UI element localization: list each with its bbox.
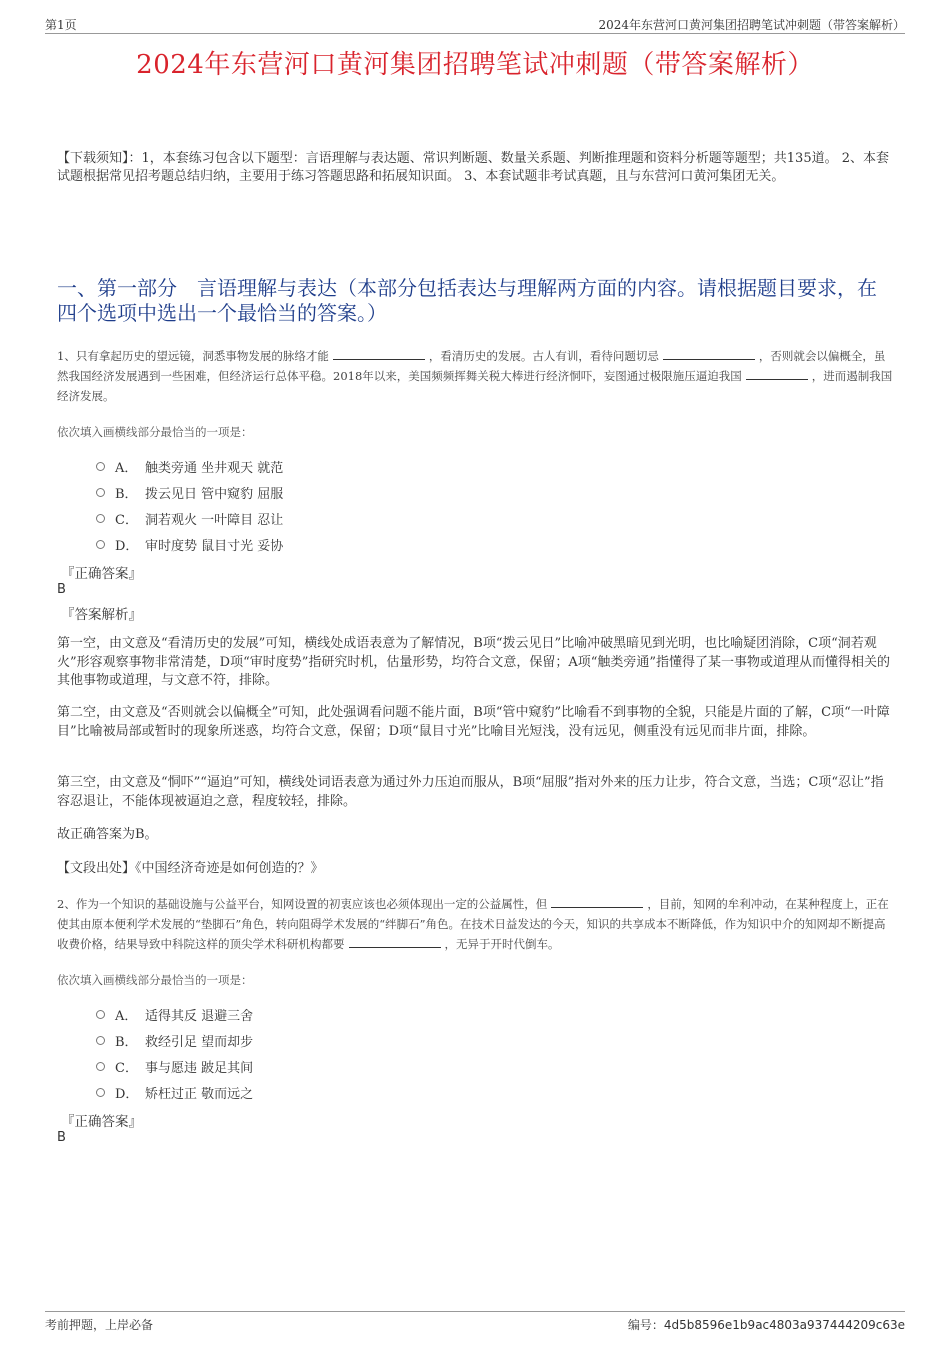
radio-icon[interactable] [96,488,105,497]
page-header [45,14,905,34]
download-notice: 【下载须知】：1，本套练习包含以下题型：言语理解与表达题、常识判断题、数量关系题、判断推理题和资料分析题等题型；共135道。 2、本套试题根据常见招考题总结归纳，主要用于练习答题思路和拓展知识面。 3、本套试题非考试真题，且与东营河口黄河集团无关。 [57,151,889,184]
question-2-options [96,1001,253,1105]
question-1-options [96,453,283,557]
answer-blank [663,348,755,360]
analysis-paragraph: 第二空，由文意及“否则就会以偏概全”可知，此处强调看问题不能片面，B项“管中窥豹”比喻看不到事物的全貌，只能是片面的了解，C项“一叶障目”比喻被局部或暂时的现象所迷惑，均符合文意，保留；D项“鼠目寸光”比喻目光短浅，没有远见，侧重没有远见而非片面，排除。 [57,705,890,739]
correct-answer-label: 『正确答案』 [61,566,142,582]
radio-icon[interactable] [96,540,105,549]
radio-icon[interactable] [96,1062,105,1071]
radio-icon[interactable] [96,1010,105,1019]
correct-answer: B [57,582,66,597]
answer-blank [746,368,808,380]
question-2-text: 2、作为一个知识的基础设施与公益平台，知网设置的初衷应该也必须体现出一定的公益属性，但 ，目前，知网的牟利冲动，在某种程度上，正在使其由原本便利学术发展的“垫脚石”角色，转向阻碍学术发展的“绊脚石”角色。在技术日益发达的今天，知识的共享成本不断降低，作为知识中介的知网却不断提高收费价格，结果导致中科院这样的顶尖学术科研机构都要 ，无异于开时代倒车。 [57,897,889,951]
document-title: 2024年东营河口黄河集团招聘笔试冲刺题（带答案解析） [136,50,814,80]
answer-blank [349,936,441,948]
footer-code: 编号：4d5b8596e1b9ac4803a937444209c63e [627,1318,905,1332]
option-a[interactable]: A． 适得其反 退避三舍 [96,1001,253,1027]
correct-answer-label: 『正确答案』 [61,1114,142,1130]
question-2-prompt: 依次填入画横线部分最恰当的一项是： [57,973,253,987]
option-b[interactable]: B． 救经引足 望而却步 [96,1027,253,1053]
radio-icon[interactable] [96,1088,105,1097]
radio-icon[interactable] [96,462,105,471]
analysis-paragraph: 第一空，由文意及“看清历史的发展”可知，横线处成语表意为了解情况，B项“拨云见日”比喻冲破黑暗见到光明，也比喻疑团消除，C项“洞若观火”形容观察事物非常清楚，D项“审时度势”指研究时机，估量形势，均符合文意，保留；A项“触类旁通”指懂得了某一事物或道理从而懂得相关的其他事物或道理，与文意不符，排除。 [57,636,891,688]
section-heading: 一、第一部分 言语理解与表达（本部分包括表达与理解两方面的内容。请根据题目要求，在四个选项中选出一个最恰当的答案。） [57,276,877,325]
option-c[interactable]: C． 事与愿违 跛足其间 [96,1053,253,1079]
analysis-label: 『答案解析』 [61,607,142,623]
radio-icon[interactable] [96,1036,105,1045]
answer-blank [551,896,643,908]
answer-blank [333,348,425,360]
analysis-paragraph: 第三空，由文意及“恫吓”“逼迫”可知，横线处词语表意为通过外力压迫而服从，B项“屈服”指对外来的压力让步，符合文意，当选；C项“忍让”指容忍退让，不能体现被逼迫之意，程度较轻，排除。 [57,775,884,809]
question-1-text: 1、只有拿起历史的望远镜，洞悉事物发展的脉络才能 ，看清历史的发展。古人有训，看待问题切忌 ，否则就会以偏概全，虽然我国经济发展遇到一些困难，但经济运行总体平稳。2018年以来，美国频频挥舞关税大棒进行经济恫吓，妄图通过极限施压逼迫我国 ，进而遏制我国经济发展。 [57,349,893,403]
source-citation: 【文段出处】《中国经济奇迹是如何创造的？》 [57,861,324,876]
option-c[interactable]: C． 洞若观火 一叶障目 忍让 [96,505,283,531]
correct-answer: B [57,1130,66,1145]
header-doc-title: 2024年东营河口黄河集团招聘笔试冲刺题（带答案解析） [598,18,905,32]
option-d[interactable]: D． 审时度势 鼠目寸光 妥协 [96,531,283,557]
option-d[interactable]: D． 矫枉过正 敬而远之 [96,1079,253,1105]
analysis-conclusion: 故正确答案为B。 [57,827,158,842]
question-1-prompt: 依次填入画横线部分最恰当的一项是： [57,425,253,439]
option-b[interactable]: B． 拨云见日 管中窥豹 屈服 [96,479,283,505]
option-a[interactable]: A． 触类旁通 坐井观天 就范 [96,453,283,479]
page-footer [45,1311,905,1335]
radio-icon[interactable] [96,514,105,523]
page-number: 第1页 [45,18,77,32]
footer-slogan: 考前押题，上岸必备 [45,1318,154,1332]
